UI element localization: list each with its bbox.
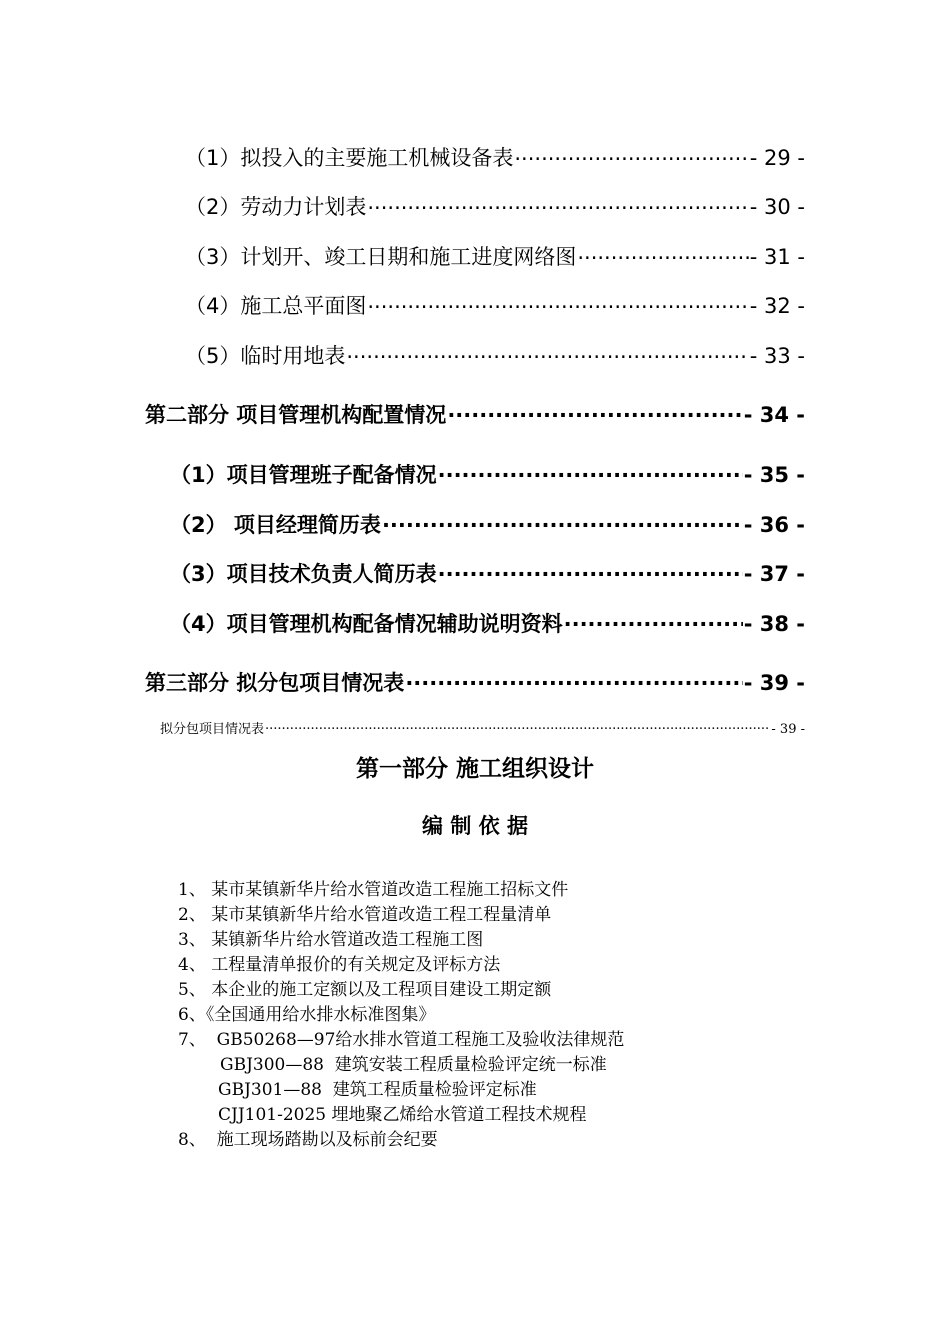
toc-page: - 29 -: [749, 146, 805, 170]
toc-leader: [447, 401, 742, 422]
toc-row[interactable]: [185, 340, 805, 370]
toc-row[interactable]: [170, 509, 805, 539]
toc-label: （2） 项目经理简历表: [170, 513, 381, 537]
section-title: 编 制 依 据: [422, 814, 528, 838]
toc-leader: [346, 342, 748, 363]
toc-row[interactable]: [145, 399, 805, 429]
toc-page: - 31 -: [749, 245, 805, 269]
toc-leader: [564, 610, 743, 631]
basis-item: 7、 GB50268—97给水排水管道工程施工及验收法律规范: [178, 1030, 625, 1050]
toc-row[interactable]: [185, 290, 805, 320]
toc-leader: [405, 669, 742, 690]
basis-item: 8、 施工现场踏勘以及标前会纪要: [178, 1130, 438, 1150]
toc-leader: [367, 193, 748, 214]
toc-row[interactable]: [185, 191, 805, 221]
part-title: 第一部分 施工组织设计: [355, 756, 594, 782]
toc-label: （2）劳动力计划表: [185, 195, 367, 219]
toc-label: （4）施工总平面图: [185, 294, 367, 318]
toc-leader: [382, 511, 743, 532]
basis-item: 5、 本企业的施工定额以及工程项目建设工期定额: [178, 980, 552, 1000]
toc-label: （3）项目技术负责人简历表: [170, 562, 437, 586]
toc-label: （1）项目管理班子配备情况: [170, 463, 437, 487]
toc-page: - 39 -: [771, 722, 805, 737]
basis-item: GBJ300—88 建筑安装工程质量检验评定统一标准: [220, 1055, 607, 1075]
toc-page: - 34 -: [743, 403, 805, 427]
toc-row[interactable]: [170, 459, 805, 489]
toc-label: 第三部分 拟分包项目情况表: [145, 671, 405, 695]
toc-page: - 35 -: [743, 463, 805, 487]
basis-item: 1、 某市某镇新华片给水管道改造工程施工招标文件: [178, 880, 569, 900]
toc-page: - 38 -: [743, 612, 805, 636]
toc-row[interactable]: [170, 608, 805, 638]
toc-page: - 33 -: [749, 344, 805, 368]
toc-label: （4）项目管理机构配备情况辅助说明资料: [170, 612, 563, 636]
toc-page: - 39 -: [743, 671, 805, 695]
toc-page: - 30 -: [749, 195, 805, 219]
toc-row[interactable]: [170, 558, 805, 588]
toc-leader: [367, 292, 748, 313]
toc-row[interactable]: [145, 667, 805, 697]
toc-row[interactable]: [185, 241, 805, 271]
toc-leader: [438, 560, 743, 581]
toc-label: （1）拟投入的主要施工机械设备表: [185, 146, 514, 170]
toc-label: （5）临时用地表: [185, 344, 346, 368]
toc-leader: [438, 461, 743, 482]
basis-item: CJJ101-2025 埋地聚乙烯给水管道工程技术规程: [218, 1105, 587, 1125]
toc-leader: [514, 144, 748, 165]
toc-page: - 36 -: [743, 513, 805, 537]
basis-item: 6、《全国通用给水排水标准图集》: [178, 1005, 436, 1025]
basis-item: 4、 工程量清单报价的有关规定及评标方法: [178, 955, 501, 975]
toc-label: 拟分包项目情况表: [160, 722, 265, 737]
toc-page: - 37 -: [743, 562, 805, 586]
toc-label: 第二部分 项目管理机构配置情况: [145, 403, 447, 427]
toc-page: - 32 -: [749, 294, 805, 318]
basis-item: 3、 某镇新华片给水管道改造工程施工图: [178, 930, 484, 950]
toc-leader: [577, 243, 748, 264]
basis-item: GBJ301—88 建筑工程质量检验评定标准: [218, 1080, 537, 1100]
basis-item: 2、 某市某镇新华片给水管道改造工程工程量清单: [178, 905, 552, 925]
toc-label: （3）计划开、竣工日期和施工进度网络图: [185, 245, 577, 269]
toc-leader: [265, 720, 770, 733]
toc-row[interactable]: [185, 142, 805, 172]
toc-row[interactable]: [160, 718, 805, 737]
